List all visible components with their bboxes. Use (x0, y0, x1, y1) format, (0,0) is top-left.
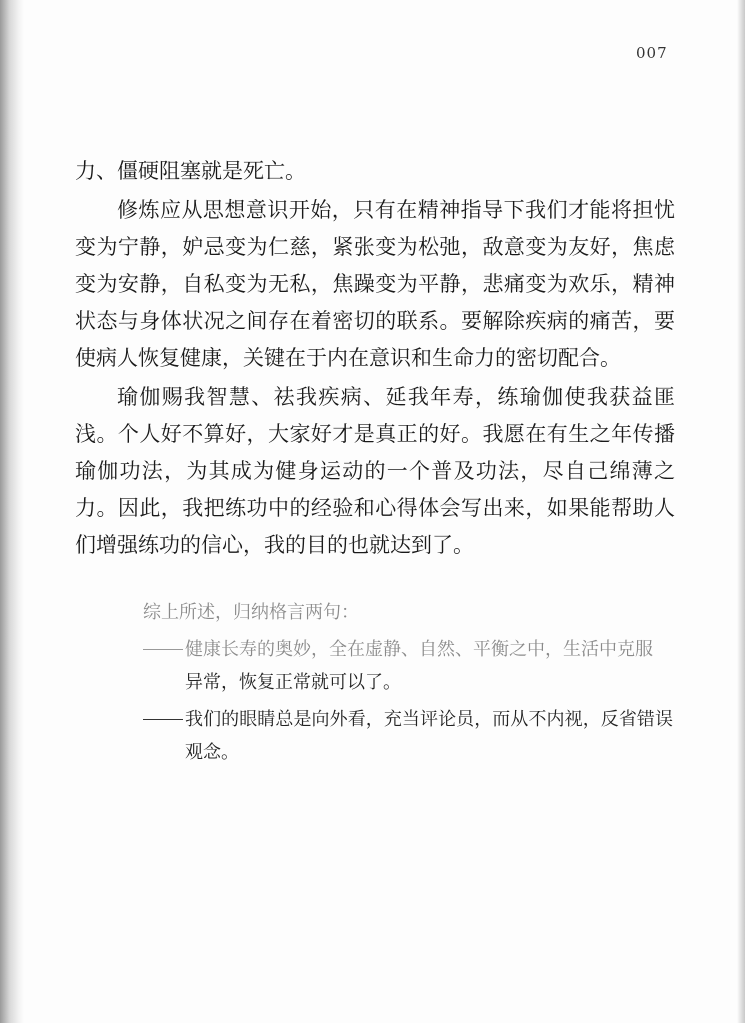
maxim-2-text: 我们的眼睛总是向外看，充当评论员，而从不内视，反省错误观念。 (185, 709, 673, 763)
body-text (75, 153, 675, 566)
em-dash-icon (143, 719, 183, 720)
summary-block (143, 596, 673, 773)
maxim-1 (143, 633, 673, 699)
paragraph-1: 力、僵硬阻塞就是死亡。 (75, 159, 306, 183)
page-gutter-shadow (0, 0, 24, 1023)
paragraph-2: 修炼应从思想意识开始，只有在精神指导下我们才能将担忧变为宁静，妒忌变为仁慈，紧张变为松弛，敌意变为友好，焦虑变为安静，自私变为无私，焦躁变为平静，悲痛变为欢乐，精神状态与身体状况之间存在着密切的联系。要解除疾病的痛苦，要使病人恢复健康，关键在于内在意识和生命力的密切配合。 (75, 198, 675, 370)
em-dash-icon (143, 649, 183, 650)
page-edge (737, 0, 745, 1023)
page-number: 007 (636, 44, 668, 62)
paragraph-3: 瑜伽赐我智慧、祛我疾病、延我年寿，练瑜伽使我获益匪浅。个人好不算好，大家好才是真正的好。我愿在有生之年传播瑜伽功法，为其成为健身运动的一个普及功法，尽自己绵薄之力。因此，我把练功中的经验和心得体会写出来，如果能帮助人们增强练功的信心，我的目的也就达到了。 (75, 385, 675, 557)
maxim-2 (143, 703, 673, 769)
maxim-1-line-1: 健康长寿的奥妙，全在虚静、自然、平衡之中，生活中克服 (185, 639, 653, 660)
summary-intro: 综上所述，归纳格言两句： (143, 602, 359, 623)
maxim-1-line-2: 异常，恢复正常就可以了。 (185, 672, 401, 693)
